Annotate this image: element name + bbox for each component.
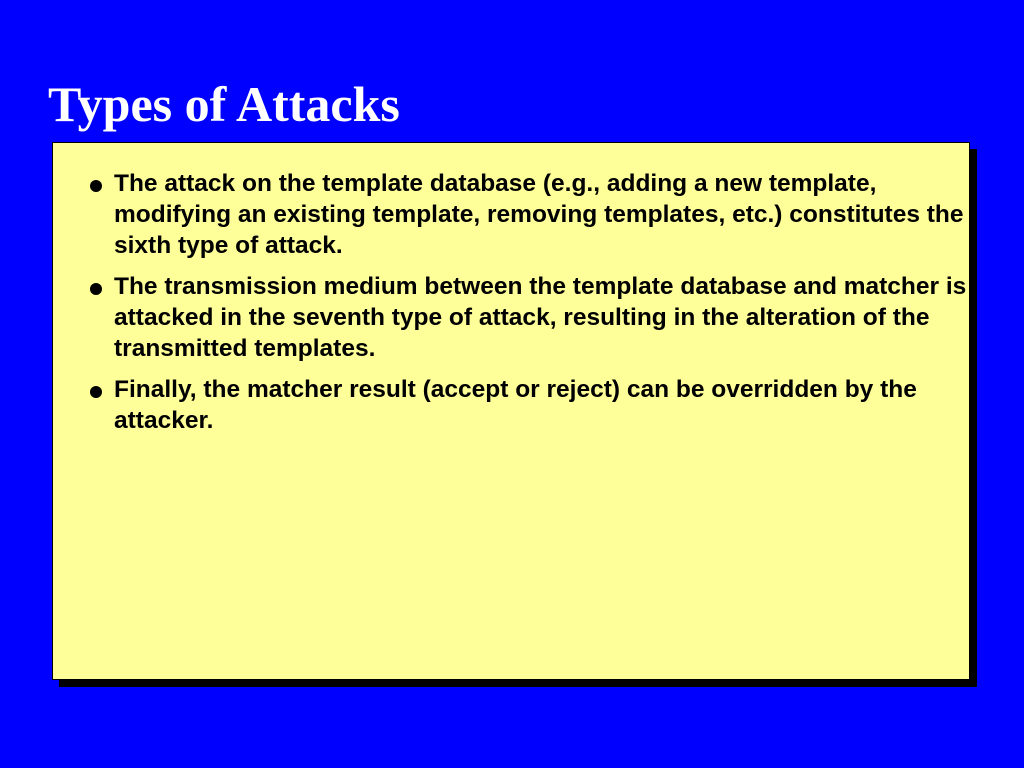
bullet-list bbox=[87, 168, 967, 446]
slide-title: Types of Attacks bbox=[48, 76, 400, 132]
bullet-item bbox=[87, 168, 967, 261]
bullet-dot-icon bbox=[90, 386, 102, 398]
content-box bbox=[52, 142, 970, 680]
bullet-dot-icon bbox=[90, 180, 102, 192]
bullet-item bbox=[87, 374, 967, 436]
bullet-dot-icon bbox=[90, 283, 102, 295]
bullet-text: Finally, the matcher result (accept or reject) can be overridden by the attacker. bbox=[114, 376, 917, 434]
bullet-item bbox=[87, 271, 967, 364]
bullet-text: The transmission medium between the template database and matcher is attacked in the seventh type of attack, resulting in the alteration of the transmitted templates. bbox=[114, 273, 967, 362]
bullet-text: The attack on the template database (e.g., adding a new template, modifying an existing template, removing templates, etc.) constitutes the sixth type of attack. bbox=[114, 170, 964, 259]
